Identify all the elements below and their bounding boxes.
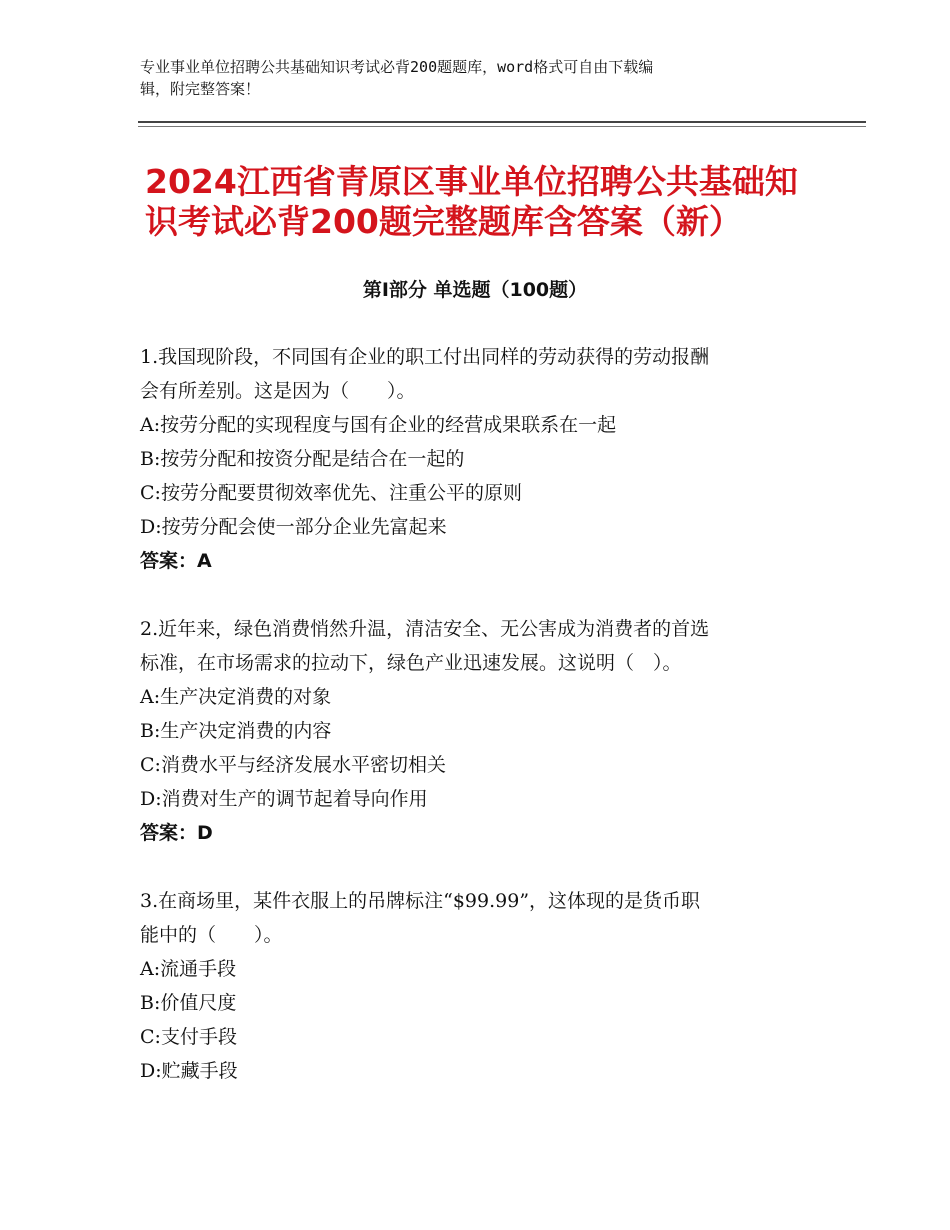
header-note-line-1: 专业事业单位招聘公共基础知识考试必背200题题库，word格式可自由下载编 [140, 58, 654, 76]
question-stem: 能中的（ ）。 [140, 924, 283, 946]
option-b: B:价值尺度 [140, 992, 237, 1014]
answer: 答案：D [140, 822, 213, 844]
option-a: A:流通手段 [140, 958, 237, 980]
question-3 [140, 884, 810, 1088]
option-a: A:按劳分配的实现程度与国有企业的经营成果联系在一起 [140, 414, 617, 436]
header-rule-thin [138, 126, 866, 127]
header-note-line-2: 辑，附完整答案！ [140, 80, 261, 98]
question-stem: 会有所差别。这是因为（ ）。 [140, 380, 416, 402]
question-stem: 2.近年来，绿色消费悄然升温，清洁安全、无公害成为消费者的首选 [140, 618, 710, 640]
option-b: B:生产决定消费的内容 [140, 720, 332, 742]
option-c: C:按劳分配要贯彻效率优先、注重公平的原则 [140, 482, 522, 504]
option-b: B:按劳分配和按资分配是结合在一起的 [140, 448, 465, 470]
header-note [140, 56, 800, 100]
option-d: D:按劳分配会使一部分企业先富起来 [140, 516, 447, 538]
question-stem: 1.我国现阶段，不同国有企业的职工付出同样的劳动获得的劳动报酬 [140, 346, 710, 368]
option-c: C:支付手段 [140, 1026, 237, 1048]
answer: 答案：A [140, 550, 212, 572]
question-list [140, 340, 810, 1122]
option-c: C:消费水平与经济发展水平密切相关 [140, 754, 446, 776]
question-stem: 标准，在市场需求的拉动下，绿色产业迅速发展。这说明（ ）。 [140, 652, 682, 674]
question-stem: 3.在商场里，某件衣服上的吊牌标注“$99.99”，这体现的是货币职 [140, 890, 701, 912]
title-line-1: 2024江西省青原区事业单位招聘公共基础知 [145, 162, 798, 201]
question-2 [140, 612, 810, 850]
question-1 [140, 340, 810, 578]
section-heading: 第Ⅰ部分 单选题（100题） [362, 279, 588, 301]
option-d: D:贮藏手段 [140, 1060, 238, 1082]
header-rule-thick [138, 121, 866, 123]
title-line-2: 识考试必背200题完整题库含答案（新） [145, 202, 742, 241]
option-a: A:生产决定消费的对象 [140, 686, 332, 708]
document-title [145, 162, 845, 242]
option-d: D:消费对生产的调节起着导向作用 [140, 788, 428, 810]
